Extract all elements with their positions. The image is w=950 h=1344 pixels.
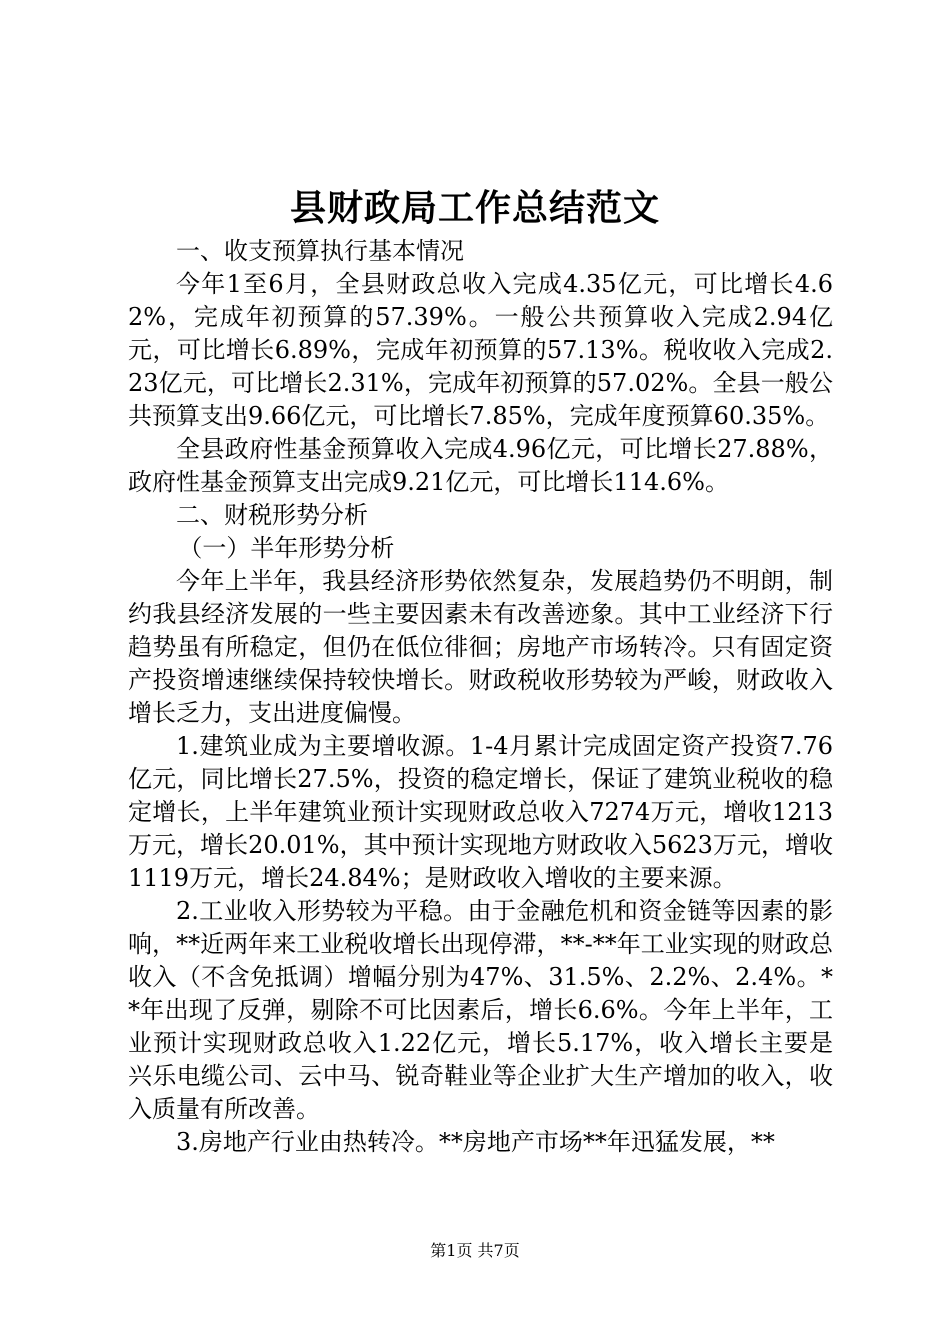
paragraph-government-fund: 全县政府性基金预算收入完成4.96亿元，可比增长27.88%，政府性基金预算支出完成9.21亿元，可比增长114.6%。 xyxy=(128,435,833,496)
paragraph-real-estate: 3.房地产行业由热转冷。**房地产市场**年迅猛发展，** xyxy=(176,1128,775,1156)
paragraph-construction-industry: 1.建筑业成为主要增收源。1-4月累计完成固定资产投资7.76亿元，同比增长27.5%，投资的稳定增长，保证了建筑业税收的稳定增长，上半年建筑业预计实现财政总收入7274万元，增收1213万元，增长20.01%，其中预计实现地方财政收入5623万元，增收1119万元，增长24.84%；是财政收入增收的主要来源。 xyxy=(128,732,833,892)
paragraph-budget-execution: 今年1至6月，全县财政总收入完成4.35亿元，可比增长4.62%，完成年初预算的57.39%。一般公共预算收入完成2.94亿元，可比增长6.89%，完成年初预算的57.13%。税收收入完成2.23亿元，可比增长2.31%，完成年初预算的57.02%。全县一般公共预算支出9.66亿元，可比增长7.85%，完成年度预算60.35%。 xyxy=(128,270,833,430)
subsection-heading-1: （一）半年形势分析 xyxy=(178,534,395,562)
section-heading-1: 一、收支预算执行基本情况 xyxy=(176,237,464,265)
document-body xyxy=(128,235,833,1159)
page-footer: 第1页 共7页 xyxy=(430,1241,520,1260)
paragraph-industrial-income: 2.工业收入形势较为平稳。由于金融危机和资金链等因素的影响，**近两年来工业税收增长出现停滞，**-**年工业实现的财政总收入（不含免抵调）增幅分别为47%、31.5%、2.2%、2.4%。**年出现了反弹，剔除不可比因素后，增长6.6%。今年上半年，工业预计实现财政总收入1.22亿元，增长5.17%，收入增长主要是兴乐电缆公司、云中马、锐奇鞋业等企业扩大生产增加的收入，收入质量有所改善。 xyxy=(128,897,833,1123)
paragraph-half-year-analysis: 今年上半年，我县经济形势依然复杂，发展趋势仍不明朗，制约我县经济发展的一些主要因素未有改善迹象。其中工业经济下行趋势虽有所稳定，但仍在低位徘徊；房地产市场转冷。只有固定资产投资增速继续保持较快增长。财政税收形势较为严峻，财政收入增长乏力，支出进度偏慢。 xyxy=(128,567,833,727)
document-title: 县财政局工作总结范文 xyxy=(289,187,660,229)
section-heading-2: 二、财税形势分析 xyxy=(176,501,368,529)
